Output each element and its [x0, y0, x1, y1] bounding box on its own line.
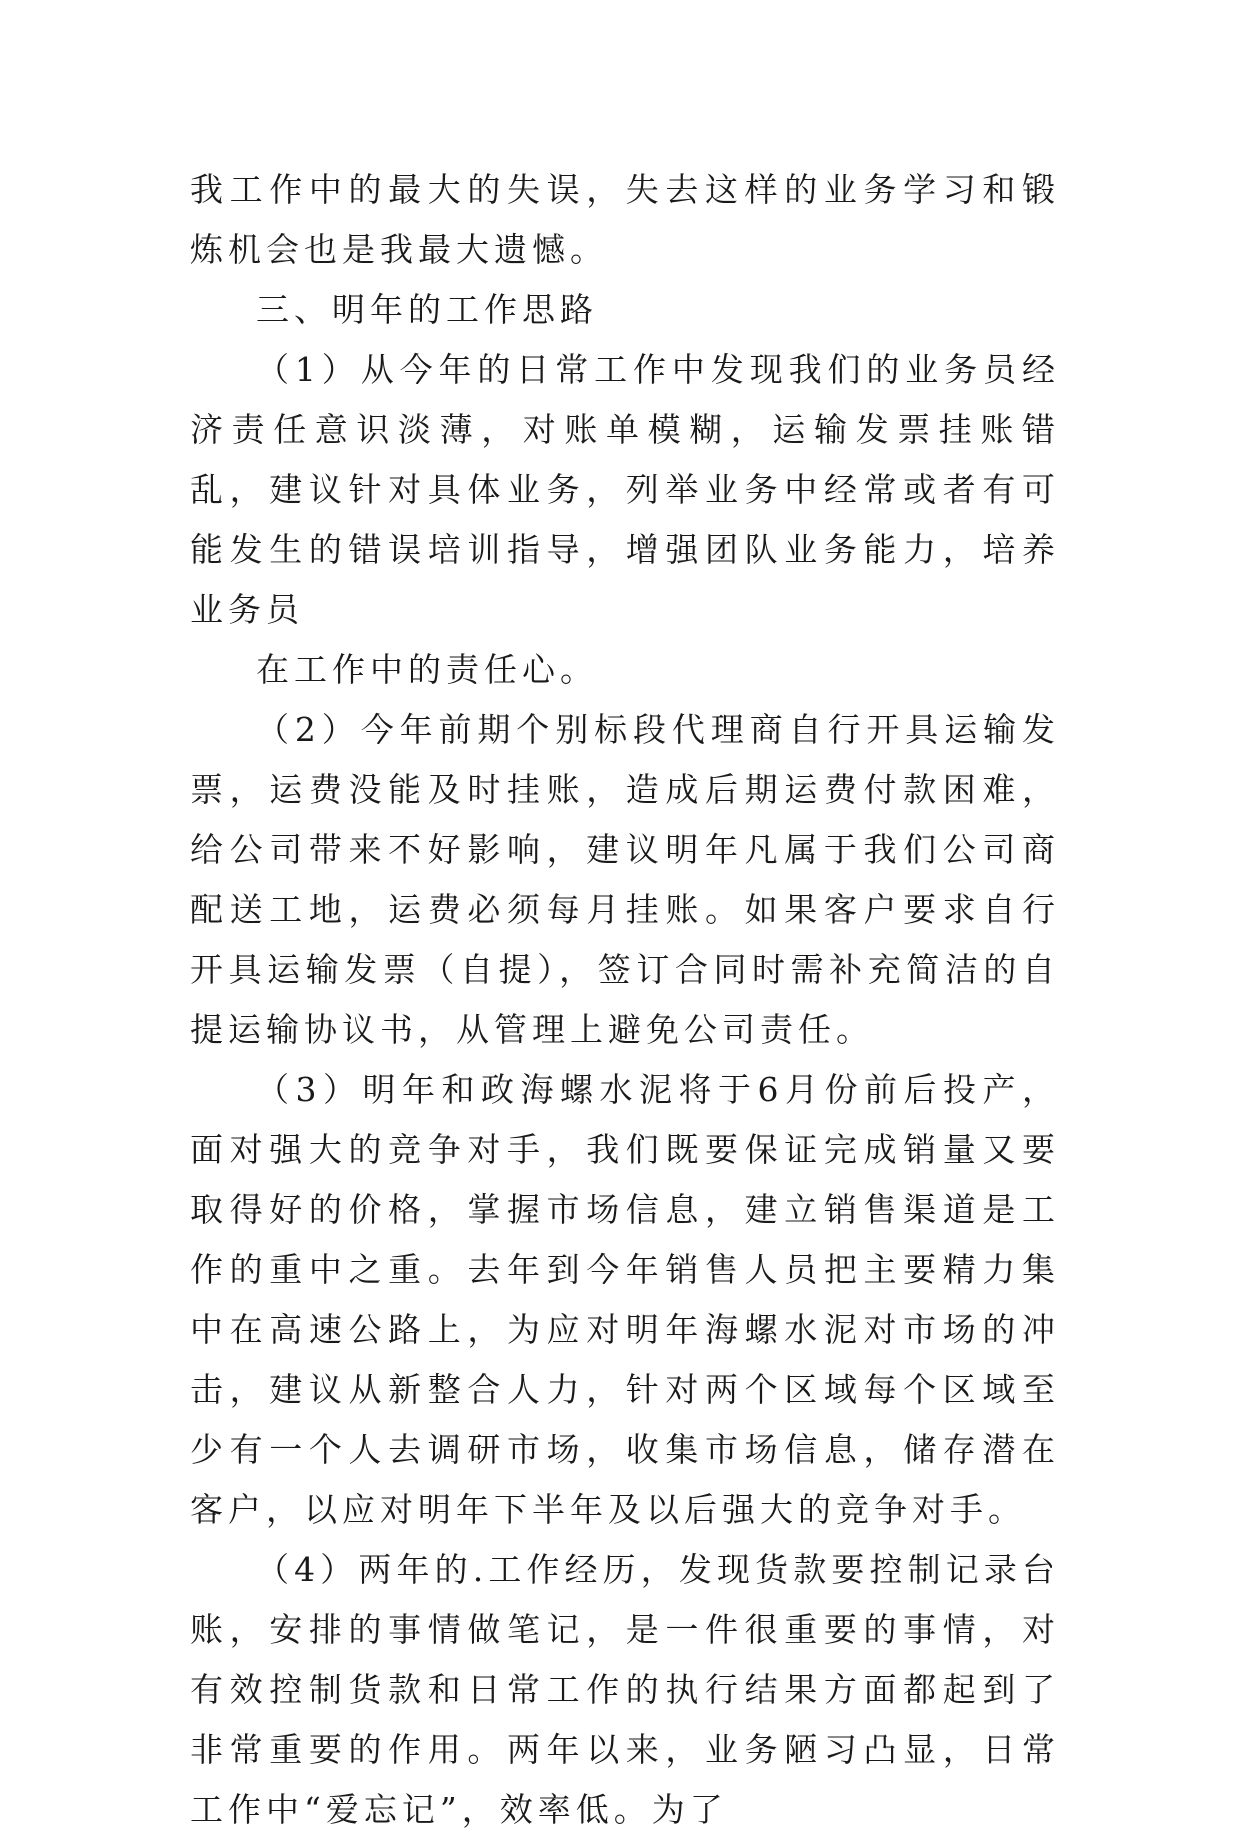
paragraph-item-3: （3）明年和政海螺水泥将于6月份前后投产，面对强大的竞争对手，我们既要保证完成销量又要取得好的价格，掌握市场信息，建立销售渠道是工作的重中之重。去年到今年销售人员把主要精力集中在高速公路上，为应对明年海螺水泥对市场的冲击，建议从新整合人力，针对两个区域每个区域至少有一个人去调研市场，收集市场信息，储存潜在客户，以应对明年下半年及以后强大的竞争对手。 [190, 1070, 1060, 1529]
paragraph-item-1: （1）从今年的日常工作中发现我们的业务员经济责任意识淡薄，对账单模糊，运输发票挂账错乱，建议针对具体业务，列举业务中经常或者有可能发生的错误培训指导，增强团队业务能力，培养业务员 [190, 350, 1060, 629]
paragraph-item-1-tail: 在工作中的责任心。 [256, 650, 598, 689]
paragraph-item-4: （4）两年的.工作经历，发现货款要控制记录台账，安排的事情做笔记，是一件很重要的事情，对有效控制货款和日常工作的执行结果方面都起到了非常重要的作用。两年以来，业务陋习凸显，日常工作中“爱忘记”，效率低。为了 [190, 1550, 1060, 1829]
paragraph-item-2: （2）今年前期个别标段代理商自行开具运输发票，运费没能及时挂账，造成后期运费付款困难，给公司带来不好影响，建议明年凡属于我们公司商配送工地，运费必须每月挂账。如果客户要求自行开具运输发票（自提），签订合同时需补充简洁的自提运输协议书，从管理上避免公司责任。 [190, 710, 1060, 1049]
section-heading: 三、明年的工作思路 [256, 290, 598, 329]
document-body [190, 160, 1060, 1840]
paragraph-continuation: 我工作中的最大的失误，失去这样的业务学习和锻炼机会也是我最大遗憾。 [190, 170, 1060, 269]
